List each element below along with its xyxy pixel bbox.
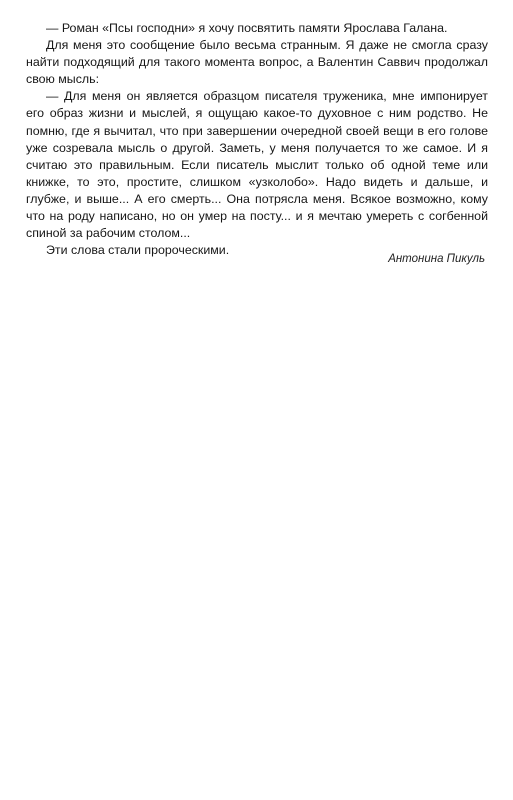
article-text <box>26 20 488 259</box>
paragraph-2: Для меня это сообщение было весьма странным. Я даже не смогла сразу найти подходящий для такого момента вопрос, а Валентин Саввич продолжал свою мысль: <box>26 38 488 87</box>
paragraph-1: — Роман «Псы господни» я хочу посвятить памяти Ярослава Галана. <box>46 21 448 35</box>
paragraph-3: — Для меня он является образцом писателя труженика, мне импонирует его образ жизни и мыслей, я ощущаю какое-то духовное с ним родство. Не помню, где я вычитал, что при завершении очередной своей вещи в его голове уже созревала мысль о другой. Заметь, у меня получается то же самое. И я считаю это правильным. Если писатель мыслит только об одной теме или книжке, то это, простите, слишком «узколобо». Надо видеть и дальше, и глубже, и выше... А его смерть... Она потрясла меня. Всякое возможно, кому что на роду написано, но он умер на посту... и я мечтаю умереть с согбенной спиной за рабочим столом... <box>26 89 488 241</box>
author-signature: Антонина Пикуль <box>388 253 485 265</box>
paragraph-4: Эти слова стали пророческими. <box>46 243 230 258</box>
